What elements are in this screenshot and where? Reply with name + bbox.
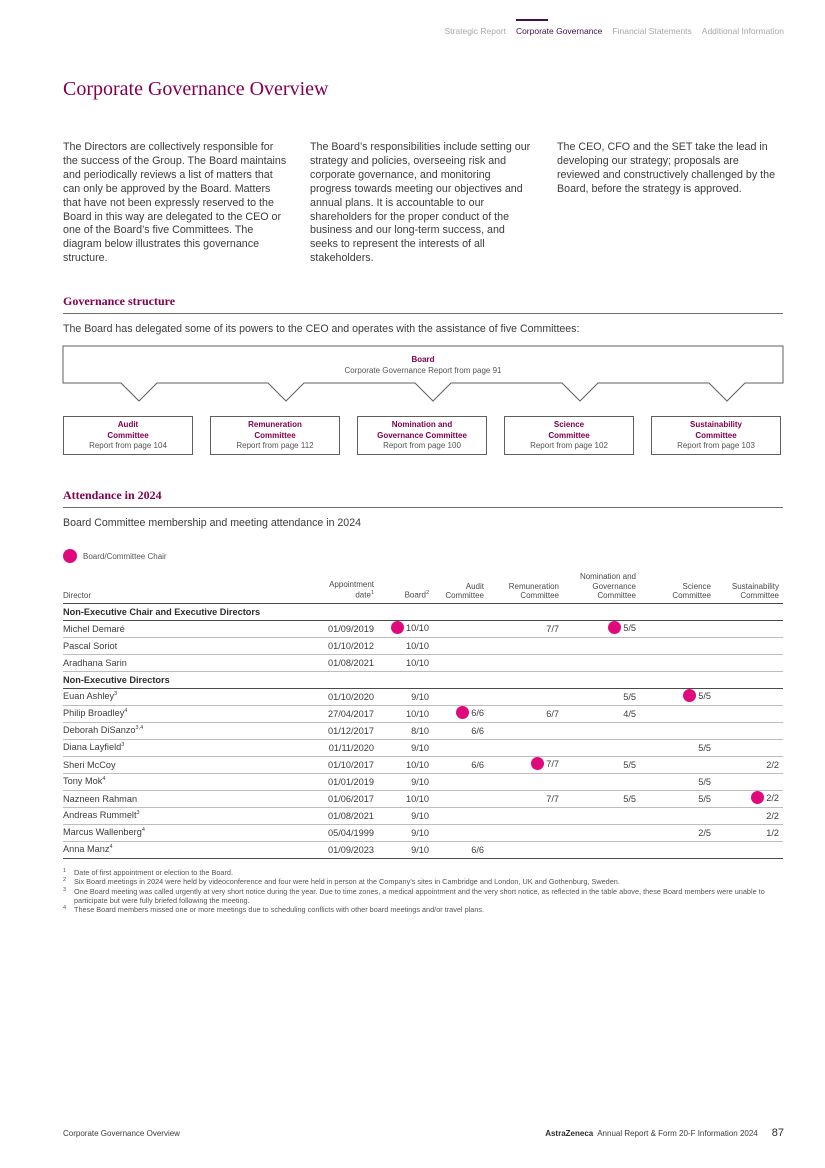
chair-dot-icon: [751, 791, 764, 804]
committee-name-line2: Committee: [107, 430, 149, 440]
footnote-mark: 4: [63, 905, 67, 912]
nomination-attendance: [563, 841, 640, 858]
audit-attendance: [433, 773, 488, 790]
remuneration-attendance: [488, 637, 563, 654]
committee-ref: Report from page 102: [530, 441, 608, 450]
science-attendance: [640, 756, 715, 773]
table-row: [63, 654, 783, 671]
table-row: [63, 705, 783, 722]
col-science: Science Committee: [640, 572, 715, 603]
col-appointment-date: Appointment date$^1$: [308, 572, 378, 603]
committee-ref: Report from page 100: [383, 441, 461, 450]
appointment-date: 01/11/2020: [308, 739, 378, 756]
table-group-row: [63, 671, 783, 688]
science-attendance: 5/5: [640, 790, 715, 807]
col-board: Board$^2$: [378, 572, 433, 603]
appointment-date: 01/10/2012: [308, 637, 378, 654]
committee-ref: Report from page 112: [236, 441, 314, 450]
sustainability-attendance: [715, 722, 783, 739]
board-box: [63, 355, 783, 376]
footnote: [63, 868, 778, 877]
director-name: Andreas Rummelt$^3$: [63, 807, 308, 824]
sustainability-attendance: 2/2: [715, 807, 783, 824]
attendance-table-body: [63, 603, 783, 858]
nomination-attendance: [563, 637, 640, 654]
chair-dot-icon: [391, 621, 404, 634]
page-title: Corporate Governance Overview: [63, 78, 329, 100]
committee-name-line2: Committee: [548, 430, 590, 440]
appointment-date: 01/09/2023: [308, 841, 378, 858]
footnote-text: These Board members missed one or more meetings due to scheduling conflicts with other board meetings and/or travel plans.: [74, 905, 485, 915]
committee-remuneration: [210, 416, 340, 455]
remuneration-attendance: [488, 688, 563, 705]
sustainability-attendance: [715, 620, 783, 637]
col-audit: Audit Committee: [433, 572, 488, 603]
science-attendance: [640, 654, 715, 671]
nomination-attendance: 5/5: [563, 620, 640, 637]
nomination-attendance: [563, 807, 640, 824]
footnotes: [63, 868, 778, 914]
remuneration-attendance: [488, 807, 563, 824]
science-attendance: [640, 722, 715, 739]
table-row: [63, 824, 783, 841]
audit-attendance: [433, 739, 488, 756]
remuneration-attendance: [488, 841, 563, 858]
director-name: Diana Layfield$^3$: [63, 739, 308, 756]
table-row: [63, 807, 783, 824]
nomination-attendance: [563, 739, 640, 756]
nav-additional-information[interactable]: Additional Information: [701, 26, 784, 36]
director-name: Deborah DiSanzo$^{3,4}$: [63, 722, 308, 739]
footnote-ref: 3: [121, 742, 125, 749]
board-attendance: 9/10: [378, 739, 433, 756]
board-attendance: 10/10: [378, 637, 433, 654]
science-attendance: 5/5: [640, 739, 715, 756]
committee-name-line1: Science: [553, 420, 585, 429]
table-header-row: [63, 572, 783, 603]
page-number: 87: [771, 1127, 784, 1139]
committee-sustainability: [651, 416, 781, 455]
board-attendance: 10/10: [378, 756, 433, 773]
sustainability-attendance: 1/2: [715, 824, 783, 841]
director-name: Michel Demaré: [63, 620, 308, 637]
audit-attendance: [433, 824, 488, 841]
table-row: [63, 688, 783, 705]
col-nomination: Nomination and Governance Committee: [563, 572, 640, 603]
footnote-mark: 3: [63, 886, 67, 893]
chair-dot-icon: [531, 757, 544, 770]
table-group-row: [63, 603, 783, 620]
appointment-date: 01/06/2017: [308, 790, 378, 807]
table-row: [63, 637, 783, 654]
intro-paragraph-3: The CEO, CFO and the SET take the lead in developing our strategy; proposals are reviewed and constructively challenged by the Board, before the strategy is approved.: [557, 141, 776, 195]
sustainability-attendance: 2/2: [715, 756, 783, 773]
chair-dot-icon: [608, 621, 621, 634]
remuneration-attendance: 7/7: [488, 620, 563, 637]
section-nav: [445, 18, 784, 36]
audit-attendance: [433, 654, 488, 671]
science-attendance: 5/5: [640, 688, 715, 705]
nomination-attendance: 5/5: [563, 756, 640, 773]
audit-attendance: 6/6: [433, 756, 488, 773]
audit-attendance: [433, 790, 488, 807]
nomination-attendance: 5/5: [563, 790, 640, 807]
appointment-date: 01/08/2021: [308, 654, 378, 671]
appointment-date: 27/04/2017: [308, 705, 378, 722]
board-attendance: 10/10: [378, 790, 433, 807]
board-attendance: 9/10: [378, 824, 433, 841]
nav-strategic-report[interactable]: Strategic Report: [444, 26, 506, 36]
committee-nomination: [357, 416, 487, 455]
director-name: Sheri McCoy: [63, 756, 308, 773]
attendance-table: [63, 572, 783, 859]
committee-name-line1: Sustainability: [689, 420, 742, 429]
footer-report-info: [545, 1127, 784, 1139]
committee-ref: Report from page 103: [677, 441, 755, 450]
col-sustainability: Sustainability Committee: [715, 572, 783, 603]
remuneration-attendance: [488, 824, 563, 841]
science-attendance: [640, 841, 715, 858]
science-attendance: 2/5: [640, 824, 715, 841]
committee-audit: [63, 416, 193, 455]
audit-attendance: [433, 688, 488, 705]
director-name: Euan Ashley$^3$: [63, 688, 308, 705]
board-attendance: 9/10: [378, 841, 433, 858]
science-attendance: [640, 705, 715, 722]
table-row: [63, 790, 783, 807]
committee-name-line2: Governance Committee: [377, 430, 467, 440]
footnote-text: Six Board meetings in 2024 were held by videoconference and four were held in person at the Company’s sites in Cambridge and London, UK and Gothenburg, Sweden.: [74, 877, 620, 887]
appointment-date: 01/08/2021: [308, 807, 378, 824]
remuneration-attendance: 7/7: [488, 756, 563, 773]
intro-columns: [63, 141, 783, 266]
footnote-mark: 2: [63, 877, 67, 884]
footnote-ref: 3,4: [135, 725, 144, 732]
table-row: [63, 773, 783, 790]
table-row: [63, 756, 783, 773]
table-row: [63, 620, 783, 637]
sustainability-attendance: [715, 841, 783, 858]
footnote: [63, 905, 778, 914]
audit-attendance: 6/6: [433, 705, 488, 722]
chair-dot-icon: [63, 549, 77, 563]
chair-dot-icon: [683, 689, 696, 702]
remuneration-attendance: 7/7: [488, 790, 563, 807]
sustainability-attendance: [715, 705, 783, 722]
footnote-ref: 4: [102, 776, 106, 783]
director-name: Nazneen Rahman: [63, 790, 308, 807]
sustainability-attendance: [715, 654, 783, 671]
nav-financial-statements[interactable]: Financial Statements: [612, 26, 692, 36]
sustainability-attendance: [715, 739, 783, 756]
committee-name-line1: Audit: [117, 420, 139, 429]
director-name: Anna Manz$^4$: [63, 841, 308, 858]
footnote-ref: 3: [136, 810, 140, 817]
science-attendance: [640, 807, 715, 824]
intro-paragraph-2: The Board’s responsibilities include setting our strategy and policies, overseeing risk and corporate governance, and monitoring progress towards meeting our objectives and annual plans. It is accountable to our shareholders for the proper conduct of the business and our long-term success, and seeks to represent the interests of all stakeholders.: [310, 141, 531, 265]
committee-ref: Report from page 104: [89, 441, 167, 450]
sustainability-attendance: [715, 688, 783, 705]
appointment-date: 01/09/2019: [308, 620, 378, 637]
remuneration-attendance: [488, 654, 563, 671]
board-attendance: 10/10: [378, 654, 433, 671]
sustainability-attendance: 2/2: [715, 790, 783, 807]
remuneration-attendance: [488, 722, 563, 739]
footnote-text: Date of first appointment or election to the Board.: [74, 868, 233, 877]
chair-dot-icon: [456, 706, 469, 719]
director-name: Philip Broadley$^4$: [63, 705, 308, 722]
group-title: Non-Executive Chair and Executive Directors: [63, 603, 783, 620]
audit-attendance: [433, 807, 488, 824]
board-attendance: 8/10: [378, 722, 433, 739]
attendance-heading: Attendance in 2024: [63, 488, 783, 508]
sustainability-attendance: [715, 637, 783, 654]
appointment-date: 01/10/2017: [308, 756, 378, 773]
nomination-attendance: [563, 654, 640, 671]
board-ref: Corporate Governance Report from page 91: [344, 365, 502, 375]
board-name: Board: [411, 355, 435, 364]
footnote-text: One Board meeting was called urgently at very short notice during the year. Due to time zones, a medical appointment and the very short notice, as reflected in the table above, these Board members were unable to participate but were fully briefed following the meeting.: [74, 886, 765, 905]
science-attendance: [640, 637, 715, 654]
governance-lead: The Board has delegated some of its powers to the CEO and operates with the assistance of five Committees:: [63, 323, 580, 335]
remuneration-attendance: 6/7: [488, 705, 563, 722]
footnote-mark: 1: [63, 868, 67, 874]
footer-report-title: Annual Report & Form 20-F Information 2024: [597, 1129, 758, 1138]
committee-name-line2: Committee: [254, 430, 296, 440]
board-attendance: 10/10: [378, 620, 433, 637]
committee-name-line1: Remuneration: [248, 420, 302, 429]
footnote: [63, 877, 778, 886]
governance-structure-heading: Governance structure: [63, 294, 783, 314]
table-row: [63, 722, 783, 739]
appointment-date: 01/10/2020: [308, 688, 378, 705]
director-name: Tony Mok$^4$: [63, 773, 308, 790]
col-director: Director: [63, 572, 308, 603]
appointment-date: 01/12/2017: [308, 722, 378, 739]
audit-attendance: 6/6: [433, 722, 488, 739]
committee-science: [504, 416, 634, 455]
table-row: [63, 841, 783, 858]
director-name: Pascal Soriot: [63, 637, 308, 654]
committee-name-line2: Committee: [695, 430, 737, 440]
board-attendance: 9/10: [378, 807, 433, 824]
group-title: Non-Executive Directors: [63, 671, 783, 688]
footnote-ref: 3: [114, 691, 118, 698]
col-remuneration: Remuneration Committee: [488, 572, 563, 603]
footnote-ref: 4: [141, 827, 145, 834]
appointment-date: 05/04/1999: [308, 824, 378, 841]
science-attendance: [640, 620, 715, 637]
nomination-attendance: [563, 824, 640, 841]
footer-section-title: Corporate Governance Overview: [63, 1129, 180, 1138]
audit-attendance: 6/6: [433, 841, 488, 858]
intro-paragraph-1: The Directors are collectively responsible for the success of the Group. The Board maintains and periodically reviews a list of matters that can only be approved by the Board. Matters that have not been expressly reserved to the Board in this way are delegated to the CEO or one of the Board’s five Committees. The diagram below illustrates this governance structure.: [63, 141, 287, 265]
committee-name-line1: Nomination and: [391, 420, 453, 429]
nomination-attendance: 5/5: [563, 688, 640, 705]
legend-label: Board/Committee Chair: [83, 551, 167, 561]
audit-attendance: [433, 620, 488, 637]
sustainability-attendance: [715, 773, 783, 790]
director-name: Aradhana Sarin: [63, 654, 308, 671]
footnote: [63, 887, 778, 906]
footnote-ref: 4: [109, 844, 113, 851]
nomination-attendance: [563, 722, 640, 739]
board-attendance: 10/10: [378, 705, 433, 722]
board-attendance: 9/10: [378, 773, 433, 790]
board-attendance: 9/10: [378, 688, 433, 705]
appointment-date: 01/01/2019: [308, 773, 378, 790]
footer-brand: AstraZeneca: [545, 1129, 594, 1138]
director-name: Marcus Wallenberg$^4$: [63, 824, 308, 841]
remuneration-attendance: [488, 773, 563, 790]
nomination-attendance: 4/5: [563, 705, 640, 722]
nomination-attendance: [563, 773, 640, 790]
nav-corporate-governance[interactable]: Corporate Governance: [516, 18, 602, 36]
table-row: [63, 739, 783, 756]
audit-attendance: [433, 637, 488, 654]
attendance-lead: Board Committee membership and meeting attendance in 2024: [63, 517, 361, 529]
footnote-ref: 4: [124, 708, 128, 715]
chair-legend: [63, 549, 167, 563]
science-attendance: 5/5: [640, 773, 715, 790]
remuneration-attendance: [488, 739, 563, 756]
